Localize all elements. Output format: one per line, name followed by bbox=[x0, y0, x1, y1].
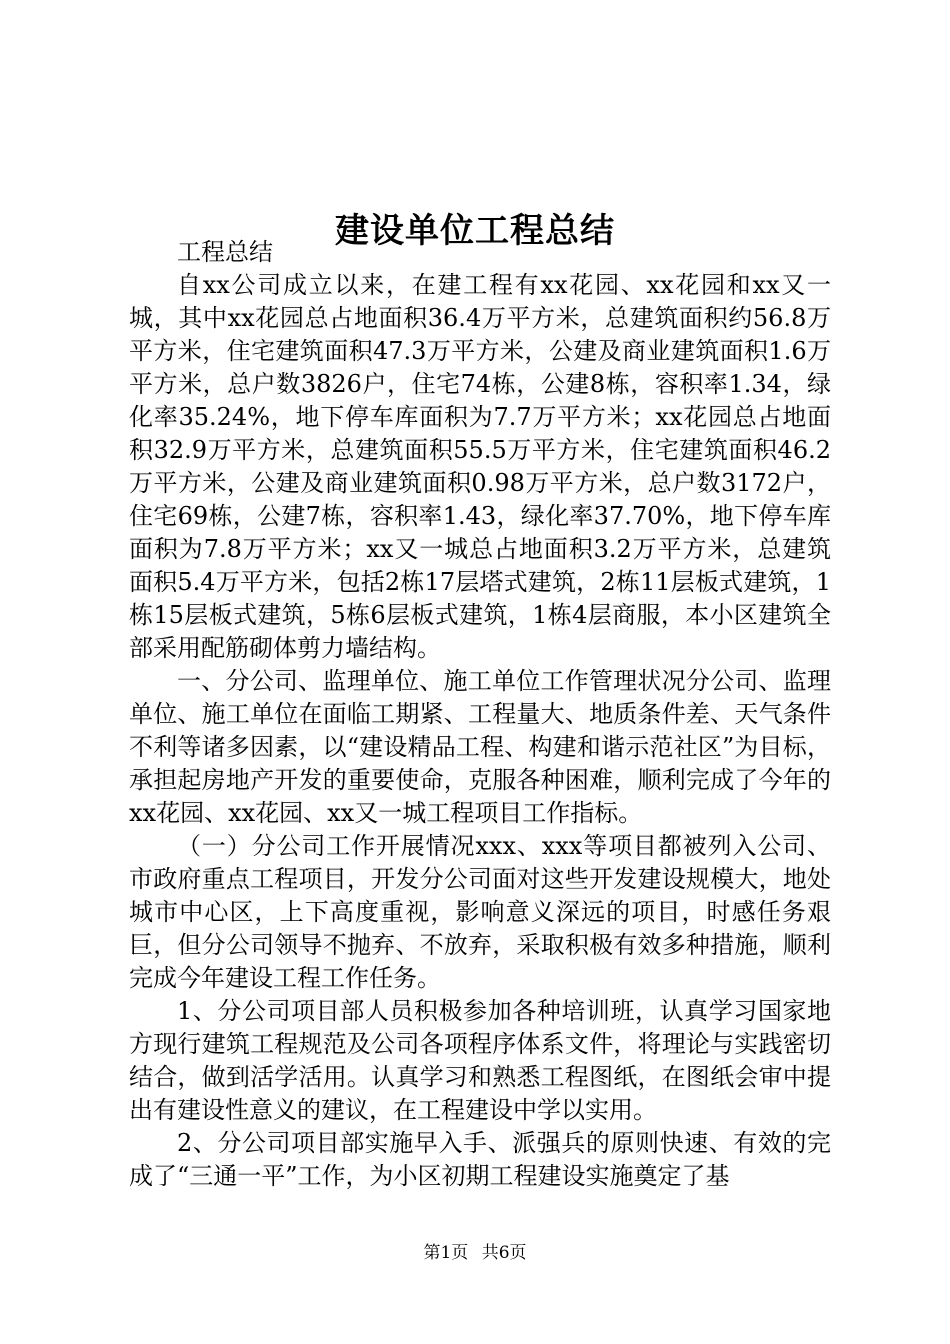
page-number: 第1页 bbox=[423, 1243, 469, 1263]
document-title: 建设单位工程总结 bbox=[335, 210, 615, 251]
paragraph-item-2: 2、分公司项目部实施早入手、派强兵的原则快速、有效的完成了“三通一平”工作，为小区初期工程建设实施奠定了基 bbox=[129, 1129, 831, 1190]
paragraph-item-1: 1、分公司项目部人员积极参加各种培训班，认真学习国家地方现行建筑工程规范及公司各项程序体系文件，将理论与实践密切结合，做到活学活用。认真学习和熟悉工程图纸，在图纸会审中提出有建设性意义的建议，在工程建设中学以实用。 bbox=[129, 997, 831, 1124]
page-footer bbox=[0, 1241, 950, 1265]
paragraph-branch-work: （一）分公司工作开展情况xxx、xxx等项目都被列入公司、市政府重点工程项目，开发分公司面对这些开发建设规模大，地处城市中心区，上下高度重视，影响意义深远的项目，时感任务艰巨，但分公司领导不抛弃、不放弃，采取积极有效多种措施，顺利完成今年建设工程工作任务。 bbox=[129, 832, 831, 992]
page-total: 共6页 bbox=[481, 1243, 527, 1263]
paragraph-management: 一、分公司、监理单位、施工单位工作管理状况分公司、监理单位、施工单位在面临工期紧、工程量大、地质条件差、天气条件不利等诸多因素，以“建设精品工程、构建和谐示范社区”为目标，承担起房地产开发的重要使命，克服各种困难，顺利完成了今年的xx花园、xx花园、xx又一城工程项目工作指标。 bbox=[129, 667, 831, 827]
paragraph-overview: 自xx公司成立以来，在建工程有xx花园、xx花园和xx又一城，其中xx花园总占地面积36.4万平方米，总建筑面积约56.8万平方米，住宅建筑面积47.3万平方米，公建及商业建筑面积1.6万平方米，总户数3826户，住宅74栋，公建8栋，容积率1.34，绿化率35.24%，地下停车库面积为7.7万平方米；xx花园总占地面积32.9万平方米，总建筑面积55.5万平方米，住宅建筑面积46.2万平方米，公建及商业建筑面积0.98万平方米，总户数3172户，住宅69栋，公建7栋，容积率1.43，绿化率37.70%，地下停车库面积为7.8万平方米；xx又一城总占地面积3.2万平方米，总建筑面积5.4万平方米，包括2栋17层塔式建筑，2栋11层板式建筑，1栋15层板式建筑，5栋6层板式建筑，1栋4层商服，本小区建筑全部采用配筋砌体剪力墙结构。 bbox=[129, 271, 831, 662]
section-heading: 工程总结 bbox=[177, 238, 273, 266]
document-body bbox=[129, 236, 831, 1193]
